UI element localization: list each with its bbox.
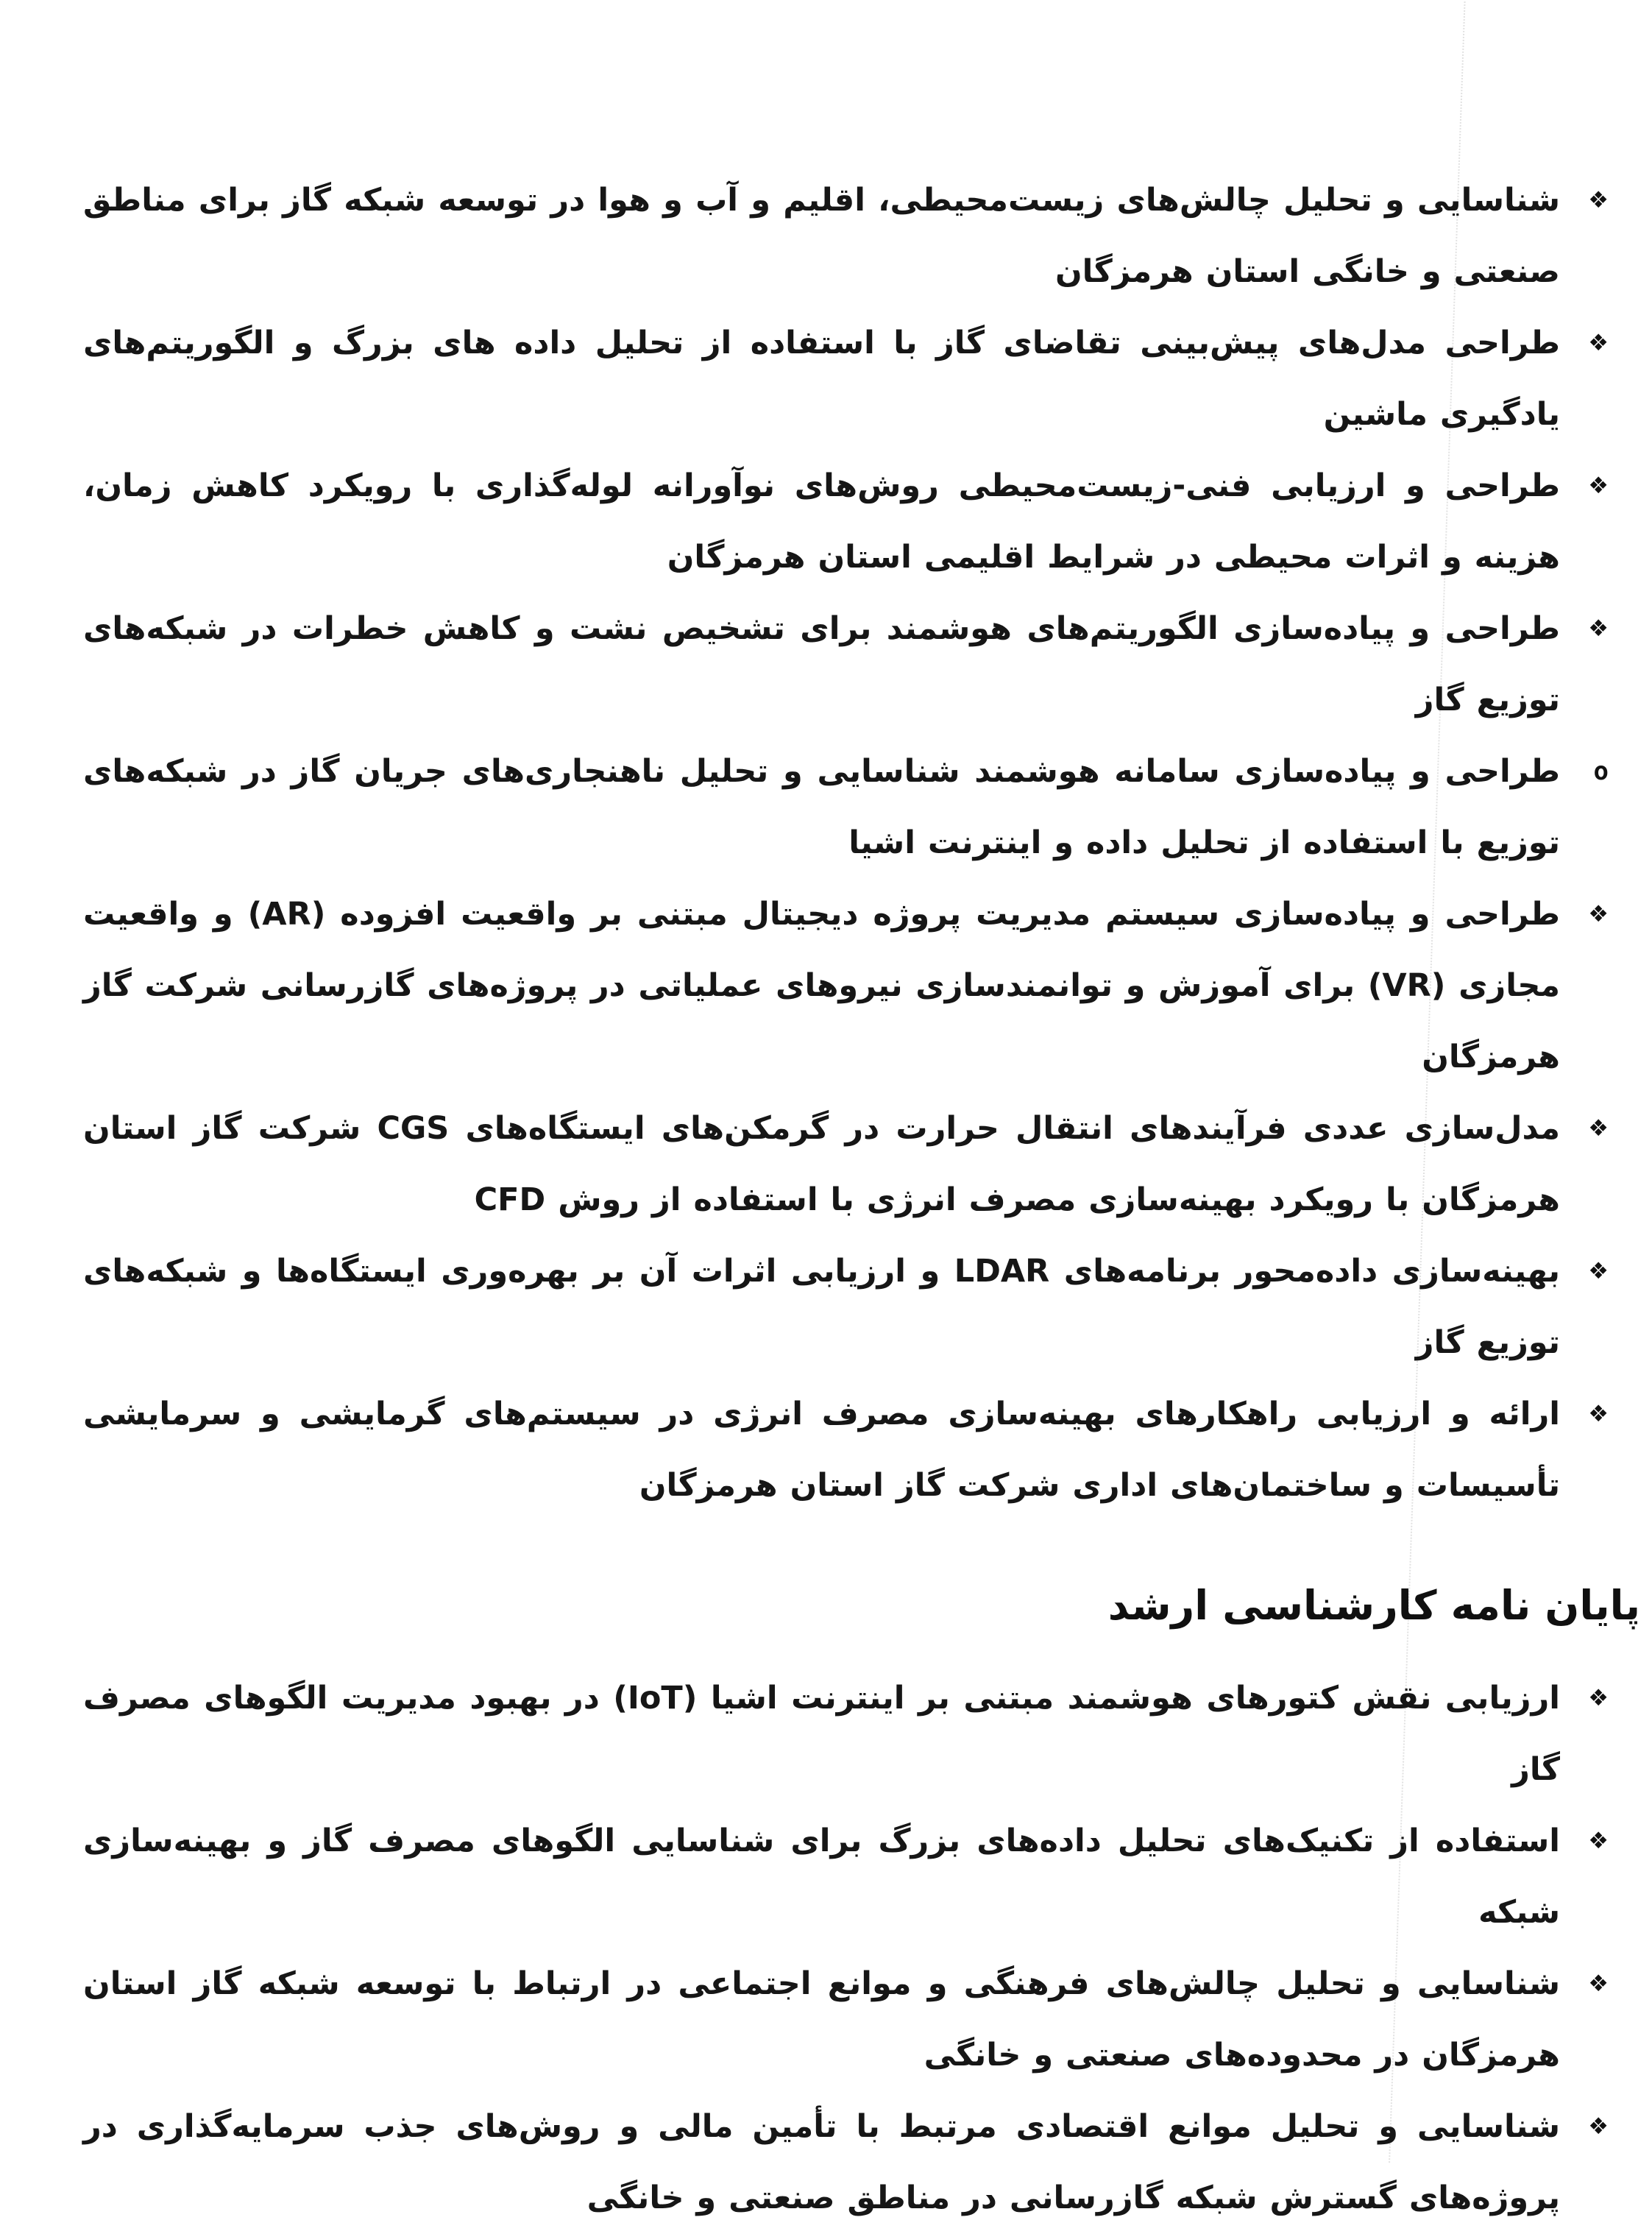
diamond-bullet-icon: ❖ [1588, 330, 1609, 356]
section-heading-masters-thesis: پایان نامه کارشناسی ارشد [1107, 1582, 1640, 1629]
list-item [83, 308, 1609, 450]
diamond-bullet-icon: ❖ [1588, 187, 1609, 213]
diamond-bullet-icon: ❖ [1588, 1115, 1609, 1142]
diamond-bullet-icon: ❖ [1588, 901, 1609, 927]
item-text: مدل‌سازی عددی فرآیندهای انتقال حرارت در گرمکن‌های ایستگاه‌های CGS شرکت گاز استان هرمزگان با رویکرد بهینه‌سازی مصرف انرژی با استفاده از روش CFD [83, 1110, 1561, 1218]
diamond-bullet-icon: ❖ [1588, 2113, 1609, 2140]
thesis-topics-list [0, 1663, 1652, 2234]
list-item [83, 736, 1609, 879]
list-item [83, 1236, 1609, 1379]
item-text: بهینه‌سازی داده‌محور برنامه‌های LDAR و ارزیابی اثرات آن بر بهره‌وری ایستگاه‌ها و شبکه‌های توزیع گاز [83, 1253, 1560, 1361]
item-text: ارائه و ارزیابی راهکارهای بهینه‌سازی مصرف انرژی در سیستم‌های گرمایشی و سرمایشی تأسیسات و ساختمان‌های اداری شرکت گاز استان هرمزگان [83, 1396, 1560, 1504]
diamond-bullet-icon: ❖ [1588, 1685, 1609, 1711]
item-text: طراحی مدل‌های پیش‌بینی تقاضای گاز با استفاده از تحلیل داده های بزرگ و الگوریتم‌های یادگیری ماشین [83, 325, 1560, 433]
diamond-bullet-icon: ❖ [1588, 1970, 1609, 1997]
item-text: طراحی و پیاده‌سازی الگوریتم‌های هوشمند برای تشخیص نشت و کاهش خطرات در شبکه‌های توزیع گاز [83, 610, 1560, 718]
list-item [83, 1093, 1609, 1236]
item-text: ارزیابی نقش کتورهای هوشمند مبتنی بر اینترنت اشیا (IoT) در بهبود مدیریت الگوهای مصرف گاز [83, 1680, 1560, 1788]
list-item [83, 165, 1609, 308]
list-item [83, 1948, 1609, 2091]
item-text: طراحی و پیاده‌سازی سامانه هوشمند شناسایی و تحلیل ناهنجاری‌های جریان گاز در شبکه‌های توزیع با استفاده از تحلیل داده و اینترنت اشیا [83, 753, 1560, 861]
diamond-bullet-icon: ❖ [1588, 1258, 1609, 1284]
diamond-bullet-icon: ❖ [1588, 1828, 1609, 1854]
item-text: استفاده از تکنیک‌های تحلیل داده‌های بزرگ برای شناسایی الگوهای مصرف گاز و بهینه‌سازی شبکه [83, 1823, 1560, 1931]
list-item [83, 593, 1609, 736]
page-content [0, 165, 1652, 2234]
item-text: طراحی و ارزیابی فنی-زیست‌محیطی روش‌های نوآورانه لوله‌گذاری با رویکرد کاهش زمان، هزینه و اثرات محیطی در شرایط اقلیمی استان هرمزگان [83, 467, 1560, 576]
list-item [83, 450, 1609, 593]
diamond-bullet-icon: ❖ [1588, 1401, 1609, 1427]
item-text: شناسایی و تحلیل موانع اقتصادی مرتبط با تأمین مالی و روش‌های جذب سرمایه‌گذاری در پروژه‌های گسترش شبکه گازرسانی در مناطق صنعتی و خانگی [83, 2108, 1560, 2216]
item-text: شناسایی و تحلیل چالش‌های فرهنگی و موانع اجتماعی در ارتباط با توسعه شبکه گاز استان هرمزگان در محدوده‌های صنعتی و خانگی [83, 1965, 1560, 2074]
item-text: طراحی و پیاده‌سازی سیستم مدیریت پروژه دیجیتال مبتنی بر واقعیت افزوده (AR) و واقعیت مجازی (VR) برای آموزش و توانمندسازی نیروهای عملیاتی در پروژه‌های گازرسانی شرکت گاز هرمزگان [83, 896, 1561, 1075]
list-item [83, 1379, 1609, 1521]
item-text: شناسایی و تحلیل چالش‌های زیست‌محیطی، اقلیم و آب و هوا در توسعه شبکه گاز برای مناطق صنعتی و خانگی استان هرمزگان [83, 182, 1560, 290]
research-topics-list [0, 165, 1652, 1521]
diamond-bullet-icon: ❖ [1588, 473, 1609, 499]
list-item [83, 1663, 1609, 1806]
list-item [83, 879, 1609, 1093]
list-item [83, 1806, 1609, 1948]
circle-bullet-icon: o [1593, 757, 1609, 786]
diamond-bullet-icon: ❖ [1588, 615, 1609, 642]
list-item [83, 2091, 1609, 2234]
